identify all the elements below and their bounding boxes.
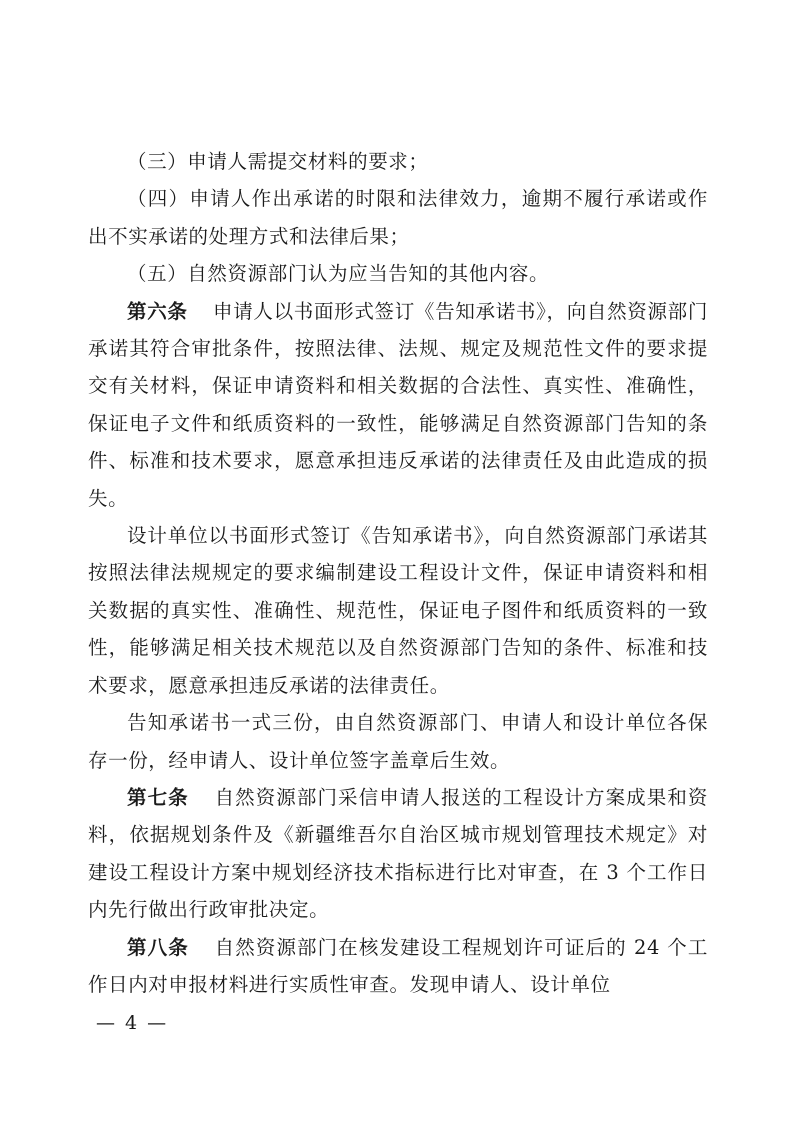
paragraph-copies [88, 704, 708, 779]
paragraph-item-5 [88, 255, 708, 292]
paragraph-text: 设计单位以书面形式签订《告知承诺书》，向自然资源部门承诺其按照法律法规规定的要求编制建设工程设计文件，保证申请资料和相关数据的真实性、准确性、规范性，保证电子图件和纸质资料的一致性，能够满足相关技术规范以及自然资源部门告知的条件、标准和技术要求，愿意承担违反承诺的法律责任。 [88, 524, 708, 697]
paragraph-text: （三）申请人需提交材料的要求； [127, 150, 429, 173]
paragraph-text: （五）自然资源部门认为应当告知的其他内容。 [127, 262, 550, 286]
body-text [88, 143, 708, 1003]
paragraph-text: 自然资源部门在核发建设工程规划许可证后的 24 个工作日内对申报材料进行实质性审查。发现申请人、设计单位 [88, 935, 708, 996]
article-number: 第八条 [127, 935, 189, 959]
paragraph-text: 申请人以书面形式签订《告知承诺书》，向自然资源部门承诺其符合审批条件，按照法律、法规、规定及规范性文件的要求提交有关材料，保证申请资料和相关数据的合法性、真实性、准确性，保证电子文件和纸质资料的一致性，能够满足自然资源部门告知的条件、标准和技术要求，愿意承担违反承诺的法律责任及由此造成的损失。 [88, 299, 708, 510]
article-7 [88, 779, 708, 929]
article-number: 第六条 [127, 299, 188, 323]
article-number: 第七条 [127, 785, 189, 809]
paragraph-text: （四）申请人作出承诺的时限和法律效力，逾期不履行承诺或作出不实承诺的处理方式和法律后果； [88, 187, 708, 248]
article-8 [88, 929, 708, 1004]
page-number: — 4 — [96, 1012, 169, 1034]
article-6 [88, 293, 708, 517]
paragraph-design-unit [88, 517, 708, 704]
paragraph-item-4 [88, 180, 708, 255]
paragraph-text: 自然资源部门采信申请人报送的工程设计方案成果和资料，依据规划条件及《新疆维吾尔自治区城市规划管理技术规定》对建设工程设计方案中规划经济技术指标进行比对审查，在 3 个工作日内先行做出行政审批决定。 [88, 785, 708, 922]
paragraph-text: 告知承诺书一式三份，由自然资源部门、申请人和设计单位各保存一份，经申请人、设计单位签字盖章后生效。 [88, 711, 708, 772]
paragraph-item-3 [88, 143, 708, 180]
